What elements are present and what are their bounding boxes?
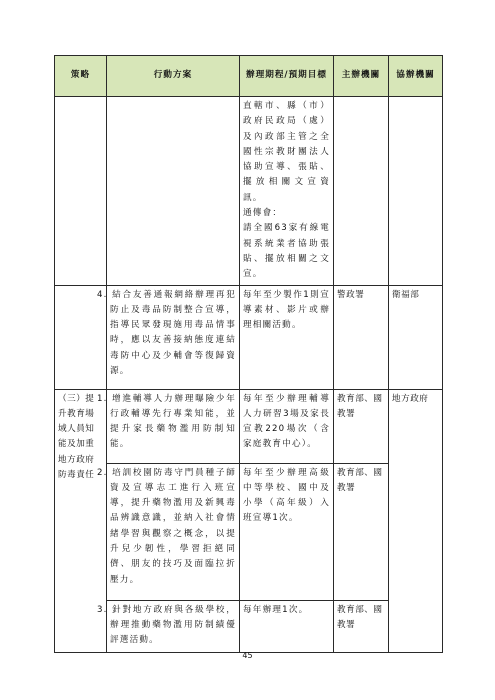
action-plan-table — [54, 55, 443, 653]
row5-host-org: 教育部、國教署 — [334, 600, 389, 652]
row1-host-org — [334, 97, 389, 286]
table-row — [55, 285, 443, 389]
row1-target-line-1: 直轄市、縣（市）政府民政局（處）及內政部主管之全國性宗教財團法人協助宣導、張貼、擺放相關文宣資訊。 — [243, 101, 330, 203]
row3-action: 1. 增進輔導人力辦理曝險少年行政輔導先行專業知能，並提升家長藥物濫用防制知能。 — [107, 389, 240, 463]
row2-host-org: 警政署 — [334, 285, 389, 389]
header-period-target: 辦理期程/預期目標 — [240, 56, 334, 97]
strategy-3: （三）提升教育場域人員知能及加重地方政府防毒責任 — [55, 389, 107, 652]
header-strategy: 策略 — [55, 56, 107, 97]
row1-strategy — [55, 97, 107, 286]
row3-host-org: 教育部、國教署 — [334, 389, 389, 463]
row4-period-target: 每年至少辦理高級中等學校、國中及小學（高年級）入班宣導1次。 — [240, 463, 334, 600]
table-header-row — [55, 56, 443, 97]
row2-assist-org: 衛福部 — [389, 285, 443, 389]
row5-action: 3. 針對地方政府與各級學校，辦理推動藥物濫用防制績優評選活動。 — [107, 600, 240, 652]
strategy-3-assist-org: 地方政府 — [389, 389, 443, 652]
table-row — [55, 463, 443, 600]
row3-period-target: 每年至少辦理輔導人力研習3場及家長宣教220場次（含家庭教育中心）。 — [240, 389, 334, 463]
row1-target-line-2: 通傳會： — [243, 208, 283, 219]
page-number: 45 — [242, 651, 253, 660]
header-host-org: 主辦機關 — [334, 56, 389, 97]
row1-period-target — [240, 97, 334, 286]
header-action: 行動方案 — [107, 56, 240, 97]
row4-host-org: 教育部、國教署 — [334, 463, 389, 600]
row1-assist-org — [389, 97, 443, 286]
table-row — [55, 389, 443, 463]
row2-period-target: 每年至少製作1則宣導素材、影片或辦理相關活動。 — [240, 285, 334, 389]
table-row — [55, 600, 443, 652]
row1-action — [107, 97, 240, 286]
row1-target-line-3: 請全國63家有線電視系統業者協助張貼、擺放相關之文宣。 — [243, 223, 330, 280]
row2-action: 4. 結合友善通報網絡辦理再犯防止及毒品防制整合宣導，指導民眾發現施用毒品情事時，應以友善接納態度連結毒防中心及少輔會等復歸資源。 — [107, 285, 240, 389]
table-row — [55, 97, 443, 286]
header-assist-org: 協辦機關 — [389, 56, 443, 97]
row5-period-target: 每年辦理1次。 — [240, 600, 334, 652]
row4-action: 2. 培訓校園防毒守門員種子師資及宣導志工進行入班宣導，提升藥物濫用及新興毒品辨識意識，並納入社會情緒學習與觀察之概念，以提升兒少韌性，學習拒絕同儕、朋友的技巧及面臨拉折壓力。 — [107, 463, 240, 600]
